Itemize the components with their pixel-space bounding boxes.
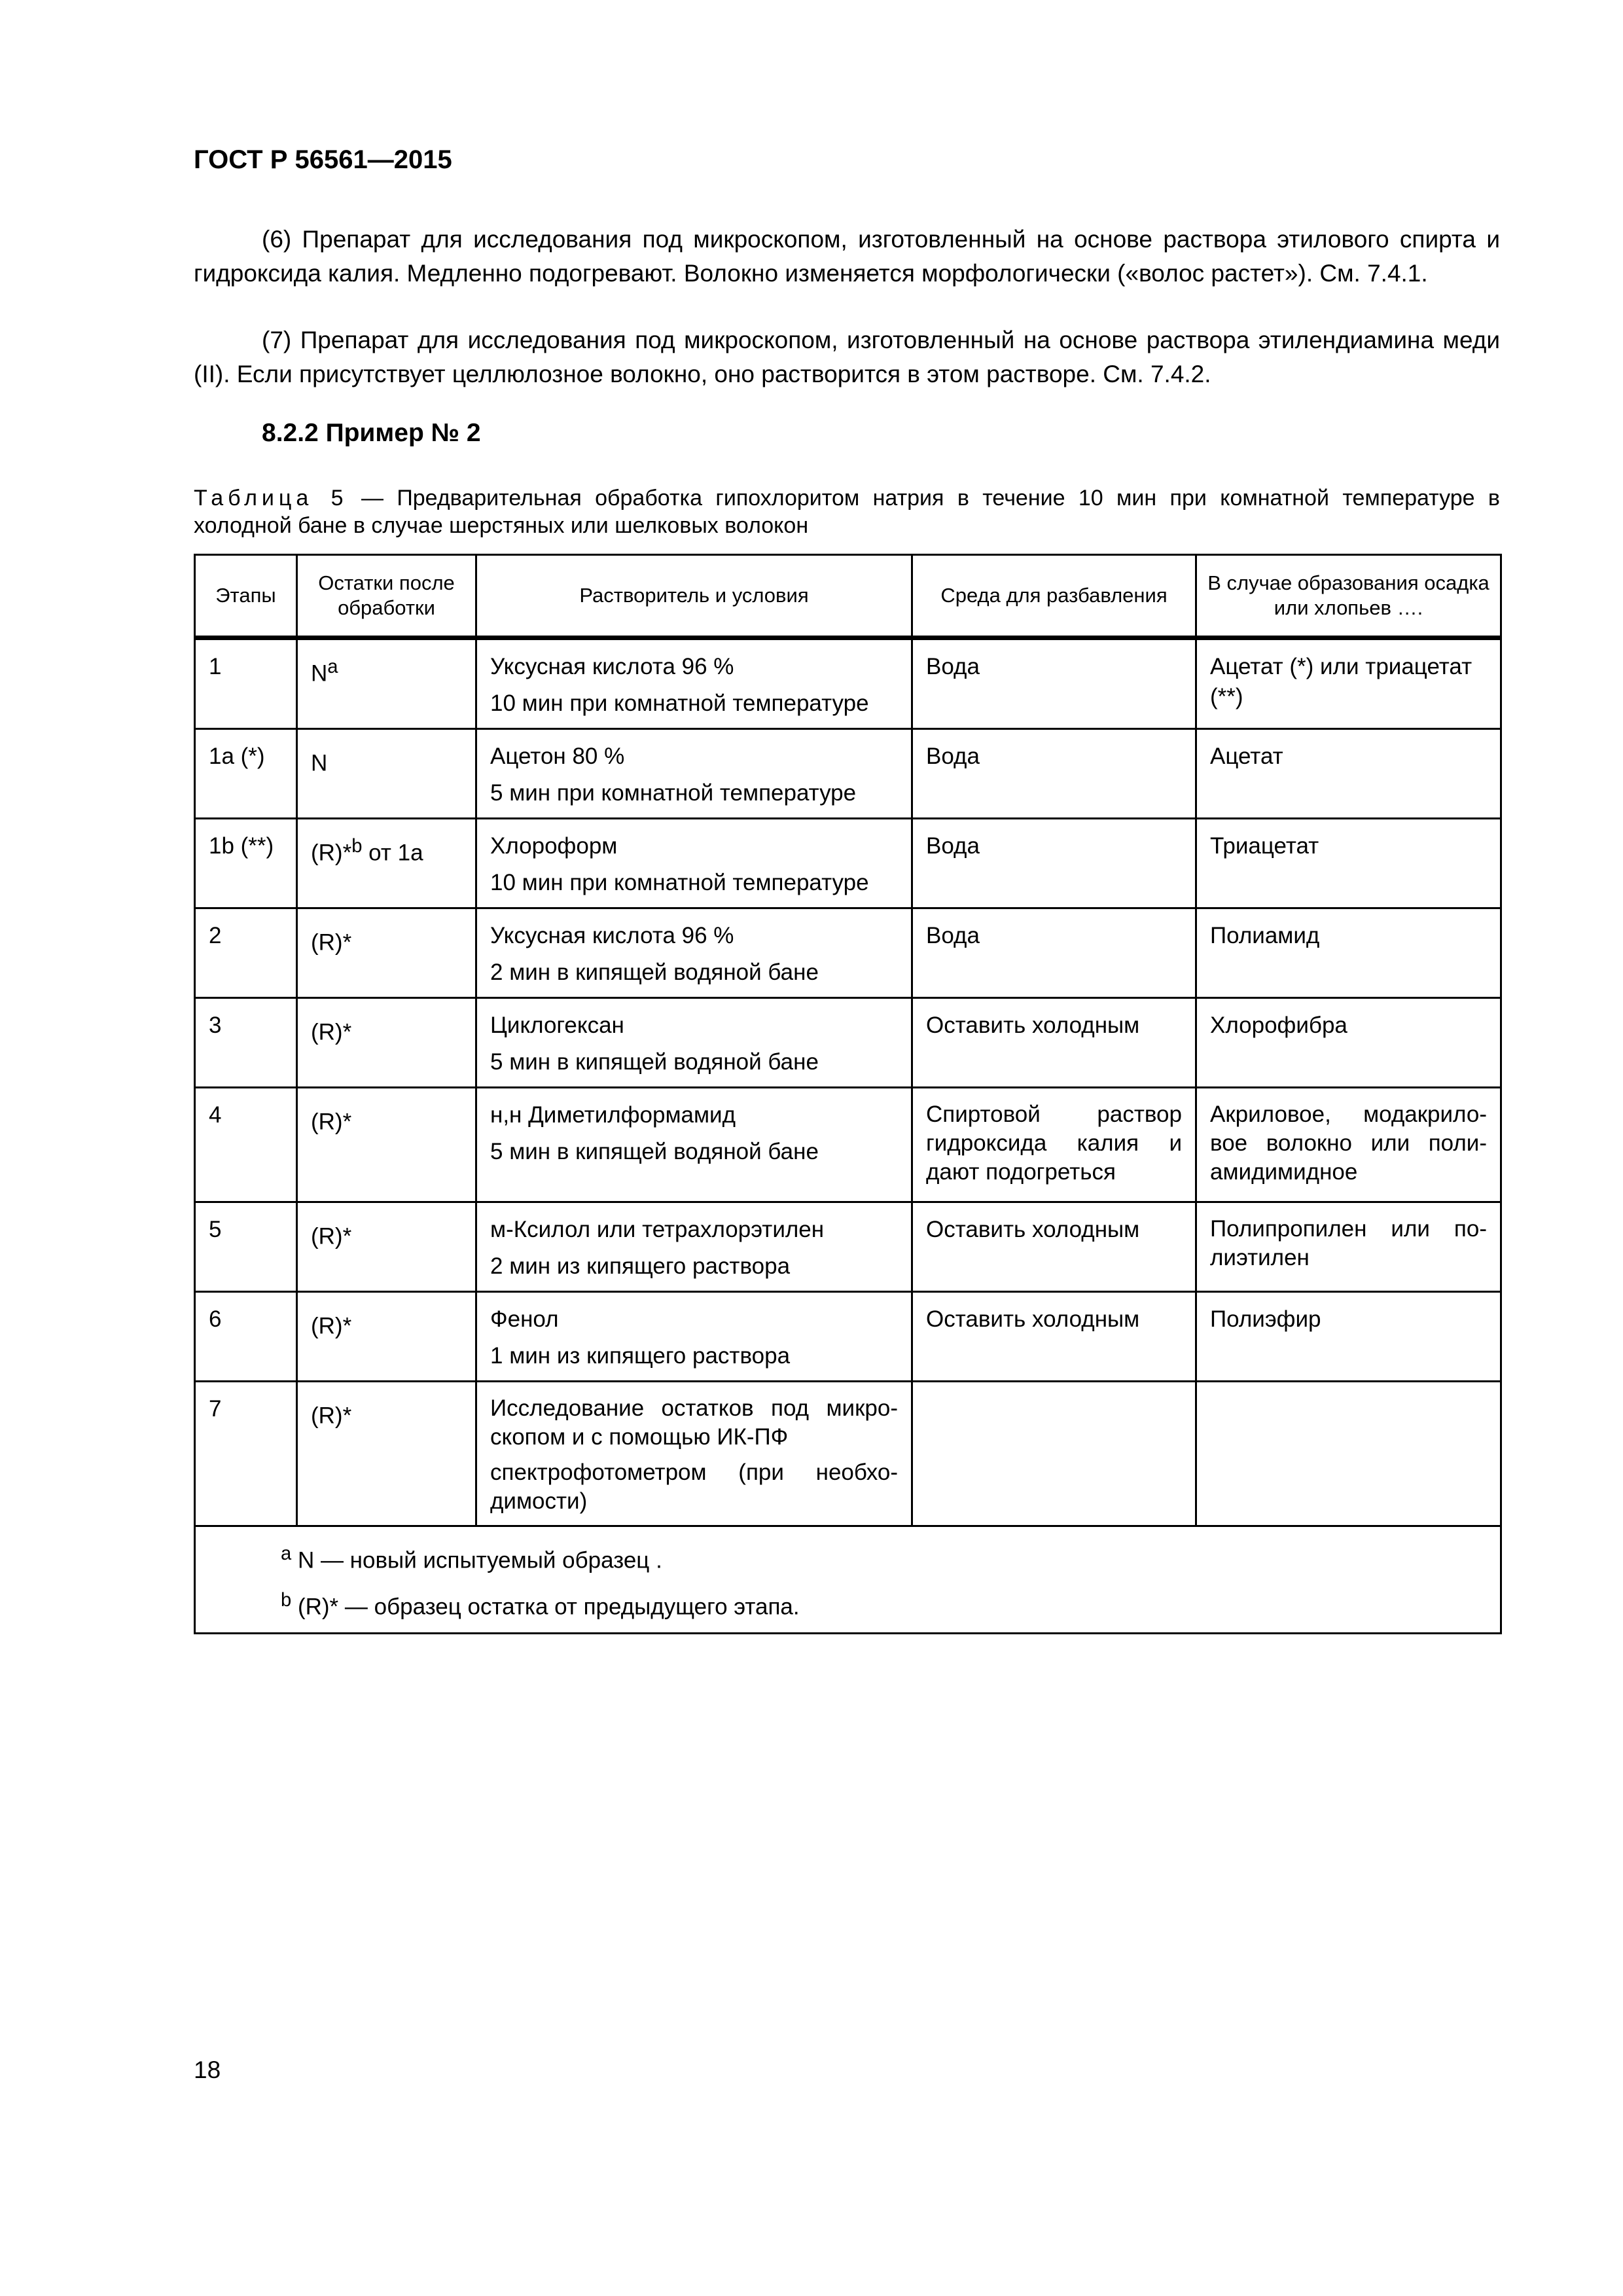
residue-cell [297,908,476,998]
solvent-cell [476,908,912,998]
paragraph-6: (6) Препарат для исследования под микроскопом, изготовленный на основе раствора этилового спирта и гидроксида калия. Медленно подогревают. Волокно изменяется морфологически («волос растет»). См. 7.4.1. [194,226,1500,287]
medium-cell: Вода [912,908,1196,998]
result-cell: Ацетат (*) или триацетат (**) [1196,638,1501,729]
residue-text: (R)* [311,1109,352,1135]
medium-cell: Оставить холодным [912,1292,1196,1382]
solvent-condition: 2 мин в кипящей водяной бане [490,960,819,985]
solvent-cell [476,998,912,1088]
table-row [195,998,1501,1088]
solvent-condition: 1 мин из кипящего раствора [490,1343,791,1369]
section-title: 8.2.2 Пример № 2 [262,419,481,447]
result-cell: Ацетат [1196,729,1501,819]
solvent-condition: спектрофотометром (при необходимости) [490,1460,898,1514]
result-cell: Хлорофибра [1196,998,1501,1088]
residue-text: (R)* [311,1223,352,1249]
solvent-name: Уксусная кислота 96 % [490,654,734,679]
solvent-name: Уксусная кислота 96 % [490,923,734,948]
medium-cell: Оставить холодным [912,998,1196,1088]
medium-cell [912,1382,1196,1526]
solvent-cell [476,638,912,729]
result-cell: Полиэфир [1196,1292,1501,1382]
step-cell: 1a (*) [195,729,297,819]
residue-text: (R)* [311,1313,352,1339]
residue-cell [297,1202,476,1292]
medium-cell: Вода [912,819,1196,908]
residue-tail: от 1a [362,840,423,866]
medium-cell: Спиртовой раствор гидроксида калия и дают подогреться [912,1088,1196,1202]
step-cell: 2 [195,908,297,998]
residue-text: N [311,750,328,776]
residue-cell [297,998,476,1088]
solvent-cell [476,1202,912,1292]
solvent-condition: 5 мин при комнатной температуре [490,780,857,806]
document-header: ГОСТ Р 56561—2015 [194,145,452,174]
result-cell: Полипропилен или полиэтилен [1196,1202,1501,1292]
residue-cell [297,638,476,729]
header-result: В случае образования осадка или хлопьев …. [1196,555,1501,638]
footnote-text: (R)* — образец остатка от предыдущего этапа. [291,1594,800,1620]
residue-text: (R)* [311,1019,352,1045]
residue-cell [297,819,476,908]
solvent-name: Циклогексан [490,1013,624,1038]
medium-cell: Вода [912,729,1196,819]
table-row [195,638,1501,729]
solvent-name: н,н Диметилформамид [490,1102,736,1128]
footnote-mark: b [281,1589,292,1611]
solvent-name: Ацетон 80 % [490,744,625,769]
solvent-condition: 5 мин в кипящей водяной бане [490,1049,819,1075]
table-row [195,908,1501,998]
residue-text: (R)* [311,840,352,866]
solvent-name: м-Ксилол или тетрахлорэтилен [490,1217,825,1242]
residue-footnote-mark: a [327,656,338,677]
header-residue: Остатки после обработки [297,555,476,638]
footnote-text: N — новый испытуемый образец . [291,1547,662,1573]
table-5 [194,554,1502,1634]
table-row [195,1382,1501,1526]
residue-cell [297,1088,476,1202]
solvent-name: Фенол [490,1306,559,1332]
residue-footnote-mark: b [351,836,363,857]
step-cell: 1 [195,638,297,729]
result-cell: Полиамид [1196,908,1501,998]
step-cell: 7 [195,1382,297,1526]
solvent-cell [476,1292,912,1382]
table-row [195,1088,1501,1202]
step-cell: 6 [195,1292,297,1382]
table-row [195,1292,1501,1382]
residue-cell [297,1292,476,1382]
table-row [195,819,1501,908]
table-footnotes-row [195,1526,1501,1634]
step-cell: 5 [195,1202,297,1292]
medium-cell: Вода [912,638,1196,729]
table-row [195,729,1501,819]
result-cell [1196,1382,1501,1526]
residue-text: (R)* [311,1403,352,1429]
residue-text: N [311,660,328,687]
residue-text: (R)* [311,929,352,956]
table-caption [194,484,1500,539]
solvent-name: Исследование остатков под микроскопом и с помощью ИК-ПФ [490,1395,898,1450]
paragraph-7: (7) Препарат для исследования под микроскопом, изготовленный на основе раствора этилендиамина меди (II). Если присутствует целлюлозное волокно, оно растворится в этом растворе. См. 7.4.2. [194,327,1500,387]
table-caption-label: Таблица 5 [194,486,348,511]
solvent-cell [476,1382,912,1526]
table-caption-text: — Предварительная обработка гипохлоритом натрия в течение 10 мин при комнатной температуре в холодной бане в случае шерстяных или шелковых волокон [194,486,1500,538]
header-steps: Этапы [195,555,297,638]
page-number: 18 [194,2056,221,2083]
header-medium: Среда для разбавления [912,555,1196,638]
solvent-name: Хлороформ [490,833,618,859]
residue-cell [297,729,476,819]
header-solvent: Растворитель и условия [476,555,912,638]
result-cell: Триацетат [1196,819,1501,908]
footnote-a [281,1537,1487,1577]
table-row [195,1202,1501,1292]
step-cell: 1b (**) [195,819,297,908]
solvent-condition: 10 мин при комнатной температуре [490,870,869,895]
table-header-row [195,555,1501,638]
solvent-cell [476,1088,912,1202]
solvent-condition: 10 мин при комнатной температуре [490,691,869,716]
solvent-condition: 2 мин из кипящего раствора [490,1253,791,1279]
residue-cell [297,1382,476,1526]
solvent-cell [476,729,912,819]
footnote-mark: a [281,1543,292,1564]
step-cell: 3 [195,998,297,1088]
solvent-cell [476,819,912,908]
solvent-condition: 5 мин в кипящей водяной бане [490,1139,819,1164]
step-cell: 4 [195,1088,297,1202]
medium-cell: Оставить холодным [912,1202,1196,1292]
result-cell: Акриловое, модакриловое волокно или полиамидимидное [1196,1088,1501,1202]
table-footnotes [195,1526,1501,1634]
footnote-b [281,1584,1487,1624]
